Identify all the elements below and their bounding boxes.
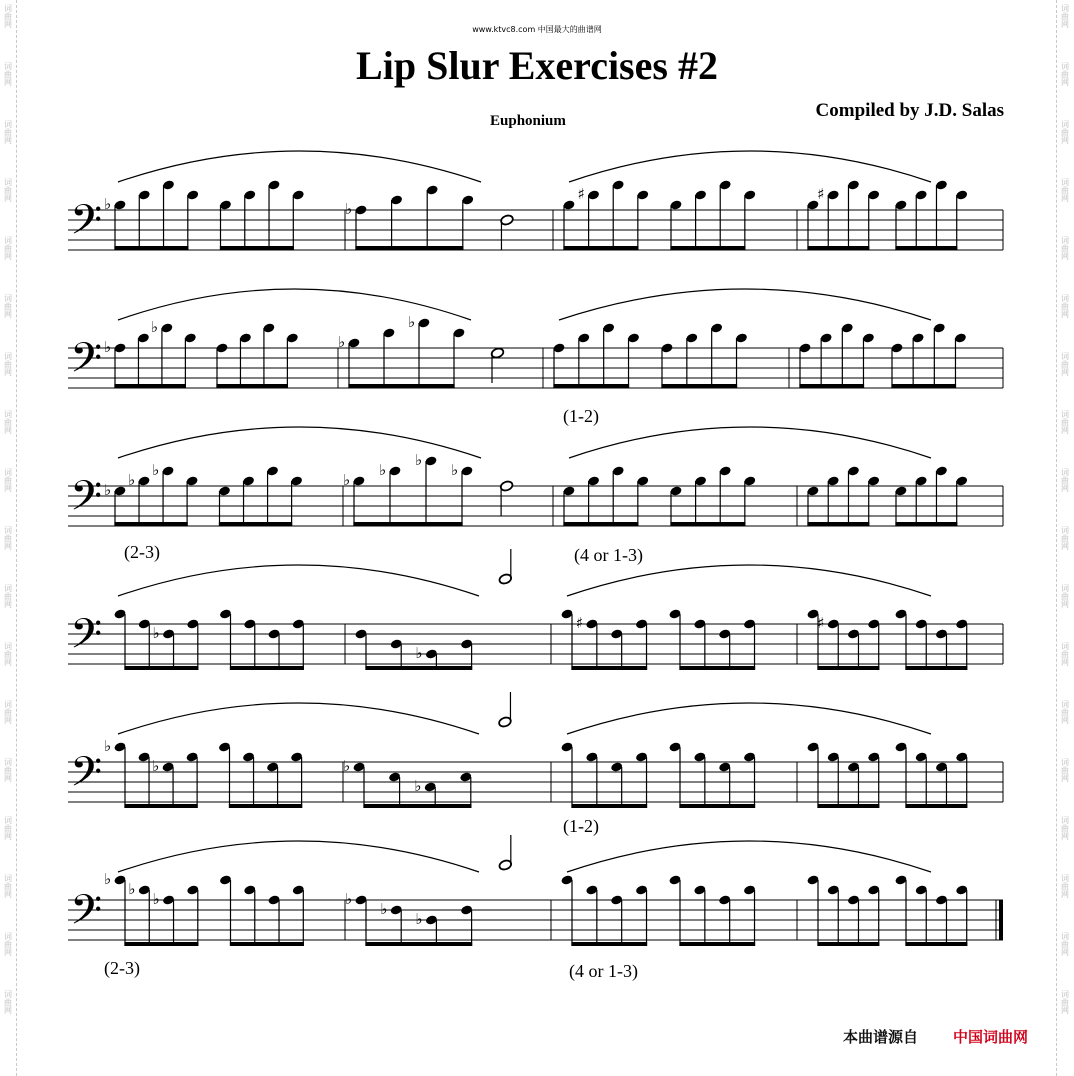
- watermark-text: 词曲网: [3, 352, 13, 376]
- watermark-text: 词曲网: [1060, 874, 1070, 898]
- composer-credit: Compiled by J.D. Salas: [815, 100, 1004, 121]
- watermark-text: 词曲网: [1060, 468, 1070, 492]
- bass-clef-icon: 𝄢: [70, 472, 103, 530]
- beam: [355, 246, 463, 250]
- fingering-row5-right: (1-2): [563, 816, 599, 836]
- watermark-text: 词曲网: [3, 4, 13, 28]
- beam: [365, 666, 472, 670]
- beam: [348, 384, 454, 388]
- flat-icon: ♭: [415, 910, 423, 928]
- beam: [895, 522, 957, 526]
- watermark-text: 词曲网: [1060, 120, 1070, 144]
- slur: [118, 841, 479, 872]
- beam: [553, 384, 629, 388]
- flat-icon: ♭: [152, 757, 160, 775]
- flat-icon: ♭: [152, 890, 160, 908]
- bass-clef-icon: 𝄢: [70, 334, 103, 392]
- beam: [124, 666, 198, 670]
- flat-icon: ♭: [415, 451, 423, 469]
- bass-clef-icon: 𝄢: [70, 886, 103, 944]
- beam: [817, 804, 879, 808]
- watermark-text: 词曲网: [1060, 700, 1070, 724]
- flat-icon: ♭: [408, 313, 416, 331]
- watermark-text: 词曲网: [3, 120, 13, 144]
- flat-icon: ♭: [104, 338, 112, 356]
- watermark-text: 词曲网: [3, 178, 13, 202]
- slur: [118, 427, 481, 458]
- flat-icon: ♭: [414, 777, 422, 795]
- beam: [216, 384, 288, 388]
- beam: [114, 522, 187, 526]
- bass-clef-icon: 𝄢: [70, 610, 103, 668]
- watermark-text: 词曲网: [1060, 178, 1070, 202]
- watermark-text: 词曲网: [3, 294, 13, 318]
- slur: [567, 841, 931, 872]
- watermark-text: 词曲网: [3, 410, 13, 434]
- watermark-text: 词曲网: [1060, 932, 1070, 956]
- beam: [670, 246, 745, 250]
- beam: [220, 246, 294, 250]
- flat-icon: ♭: [104, 870, 112, 888]
- page-title: Lip Slur Exercises #2: [356, 43, 718, 88]
- footer-source-label: 本曲谱源自: [843, 1028, 919, 1046]
- sharp-icon: ♯: [817, 614, 825, 632]
- flat-icon: ♭: [343, 757, 351, 775]
- flat-icon: ♭: [150, 318, 158, 336]
- watermark-text: 词曲网: [1060, 816, 1070, 840]
- beam: [563, 246, 638, 250]
- beam: [230, 942, 304, 946]
- footer-brand: 中国词曲网: [953, 1028, 1029, 1046]
- watermark-text: 词曲网: [3, 932, 13, 956]
- watermark-text: 词曲网: [1060, 62, 1070, 86]
- flat-icon: ♭: [128, 471, 136, 489]
- beam: [807, 246, 869, 250]
- fingering-row6-right: (4 or 1-3): [569, 961, 638, 981]
- flat-icon: ♭: [379, 461, 387, 479]
- watermark-text: 词曲网: [3, 990, 13, 1014]
- slur: [567, 565, 931, 596]
- beam: [679, 942, 755, 946]
- flat-icon: ♭: [380, 900, 388, 918]
- flat-icon: ♭: [152, 624, 160, 642]
- beam: [571, 666, 647, 670]
- watermark-text: 词曲网: [3, 874, 13, 898]
- watermark-text: 词曲网: [3, 236, 13, 260]
- watermark-text: 词曲网: [1060, 990, 1070, 1014]
- watermark-text: 词曲网: [1060, 352, 1070, 376]
- slur: [569, 151, 931, 182]
- watermark-text: 词曲网: [1060, 294, 1070, 318]
- beam: [661, 384, 737, 388]
- flat-icon: ♭: [345, 200, 353, 218]
- watermark-text: 词曲网: [1060, 758, 1070, 782]
- beam: [571, 942, 647, 946]
- watermark-text: 词曲网: [3, 526, 13, 550]
- sharp-icon: ♯: [575, 614, 584, 632]
- beam: [905, 666, 967, 670]
- beam: [353, 522, 462, 526]
- beam: [799, 384, 864, 388]
- fingering-row6-left: (2-3): [104, 958, 140, 978]
- watermark-text: 词曲网: [3, 758, 13, 782]
- flat-icon: ♭: [152, 461, 160, 479]
- beam: [679, 804, 755, 808]
- flat-icon: ♭: [343, 471, 351, 489]
- watermark-text: 词曲网: [3, 642, 13, 666]
- flat-icon: ♭: [104, 195, 112, 213]
- instrument-label: Euphonium: [490, 113, 566, 129]
- beam: [807, 522, 869, 526]
- watermark-text: 词曲网: [1060, 642, 1070, 666]
- beam: [124, 942, 198, 946]
- beam: [229, 804, 302, 808]
- flat-icon: ♭: [128, 880, 136, 898]
- watermark-text: 词曲网: [1060, 4, 1070, 28]
- watermark-text: 词曲网: [3, 62, 13, 86]
- slur: [118, 289, 471, 320]
- slur: [559, 289, 931, 320]
- sharp-icon: ♯: [817, 185, 825, 203]
- slur: [118, 151, 481, 182]
- flat-icon: ♭: [338, 333, 346, 351]
- watermark-text: 词曲网: [1060, 584, 1070, 608]
- beam: [670, 522, 745, 526]
- bass-clef-icon: 𝄢: [70, 196, 103, 254]
- watermark-text: 词曲网: [1060, 410, 1070, 434]
- watermark-text: 词曲网: [3, 468, 13, 492]
- watermark-text: 词曲网: [3, 584, 13, 608]
- beam: [817, 942, 879, 946]
- beam: [230, 666, 304, 670]
- flat-icon: ♭: [415, 644, 423, 662]
- beam: [905, 804, 967, 808]
- beam: [563, 522, 638, 526]
- slur: [118, 565, 479, 596]
- site-header: www.ktvc8.com 中国最大的曲谱网: [472, 25, 602, 34]
- beam: [114, 384, 186, 388]
- sharp-icon: ♯: [577, 185, 585, 203]
- flat-icon: ♭: [104, 481, 112, 499]
- watermark-text: 词曲网: [3, 816, 13, 840]
- watermark-text: 词曲网: [1060, 526, 1070, 550]
- beam: [905, 942, 967, 946]
- beam: [365, 942, 472, 946]
- flat-icon: ♭: [451, 461, 459, 479]
- bass-clef-icon: 𝄢: [70, 748, 103, 806]
- slur: [567, 703, 931, 734]
- beam: [679, 666, 755, 670]
- fingering-row3-right: (4 or 1-3): [574, 545, 643, 565]
- beam: [817, 666, 879, 670]
- flat-icon: ♭: [104, 737, 112, 755]
- slur: [569, 427, 931, 458]
- fingering-row2-right: (1-2): [563, 406, 599, 426]
- watermark-text: 词曲网: [3, 700, 13, 724]
- beam: [363, 804, 471, 808]
- flat-icon: ♭: [345, 890, 353, 908]
- beam: [891, 384, 956, 388]
- beam: [219, 522, 292, 526]
- watermark-text: 词曲网: [1060, 236, 1070, 260]
- beam: [114, 246, 188, 250]
- beam: [571, 804, 647, 808]
- beam: [124, 804, 197, 808]
- fingering-row3-left: (2-3): [124, 542, 160, 562]
- beam: [895, 246, 957, 250]
- slur: [118, 703, 479, 734]
